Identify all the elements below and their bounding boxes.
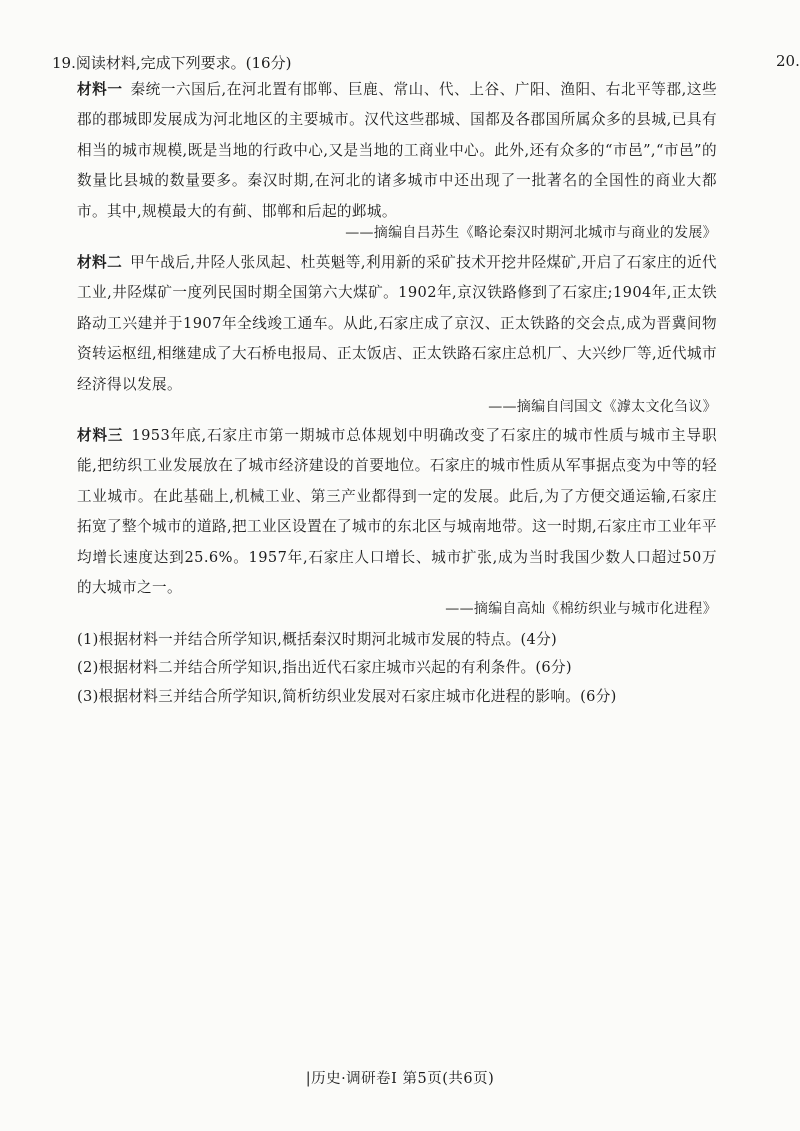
material-3-text: 1953年底,石家庄市第一期城市总体规划中明确改变了石家庄的城市性质与城市主导职能,把纺织工业发展放在了城市经济建设的首要地位。石家庄的城市性质从军事据点变为中等的轻工业城市。在此基础上,机械工业、第三产业都得到一定的发展。此后,为了方便交通运输,石家庄拓宽了整个城市的道路,把工业区设置在了城市的东北区与城南地带。这一时期,石家庄市工业年平均增长速度达到25.6%。1957年,石家庄人口增长、城市扩张,成为当时我国少数人口超过50万的大城市之一。 <box>77 427 717 597</box>
material-1 <box>77 75 717 227</box>
material-2-label: 材料二 <box>77 254 123 271</box>
material-3 <box>77 421 717 603</box>
material-1-text: 秦统一六国后,在河北置有邯郸、巨鹿、常山、代、上谷、广阳、渔阳、右北平等郡,这些郡的郡城即发展成为河北地区的主要城市。汉代这些郡城、国都及各郡国所属众多的县城,已具有相当的城市规模,既是当地的行政中心,又是当地的工商业中心。此外,还有众多的“市邑”,“市邑”的数量比县城的数量要多。秦汉时期,在河北的诸多城市中还出现了一批著名的全国性的商业大都市。其中,规模最大的有蓟、邯郸和后起的邺城。 <box>77 81 718 220</box>
page-footer: |历史·调研卷Ⅰ 第5页(共6页) <box>305 1071 495 1087</box>
sub-question-1: (1)根据材料一并结合所学知识,概括秦汉时期河北城市发展的特点。(4分) <box>77 631 558 648</box>
material-3-label: 材料三 <box>77 427 124 444</box>
sub-question-2: (2)根据材料二并结合所学知识,指出近代石家庄城市兴起的有利条件。(6分) <box>77 659 572 676</box>
material-1-source: ——摘编自吕苏生《略论秦汉时期河北城市与商业的发展》 <box>345 225 717 241</box>
next-question-number: 20. <box>776 52 800 70</box>
material-1-label: 材料一 <box>77 81 123 98</box>
material-2-source: ——摘编自闫国文《滹太文化刍议》 <box>488 399 717 415</box>
material-2-text: 甲午战后,井陉人张凤起、杜英魁等,利用新的采矿技术开挖井陉煤矿,开启了石家庄的近代工业,井陉煤矿一度列民国时期全国第六大煤矿。1902年,京汉铁路修到了石家庄;1904年,正太铁路动工兴建并于1907年全线竣工通车。从此,石家庄成了京汉、正太铁路的交会点,成为晋冀间物资转运枢纽,相继建成了大石桥电报局、正太饭店、正太铁路石家庄总机厂、大兴纱厂等,近代城市经济得以发展。 <box>77 254 717 393</box>
question-title: 19.阅读材料,完成下列要求。(16分) <box>52 54 292 72</box>
sub-question-3: (3)根据材料三并结合所学知识,简析纺织业发展对石家庄城市化进程的影响。(6分) <box>77 688 617 705</box>
material-3-source: ——摘编自高灿《棉纺织业与城市化进程》 <box>445 601 717 617</box>
material-2 <box>77 248 717 400</box>
